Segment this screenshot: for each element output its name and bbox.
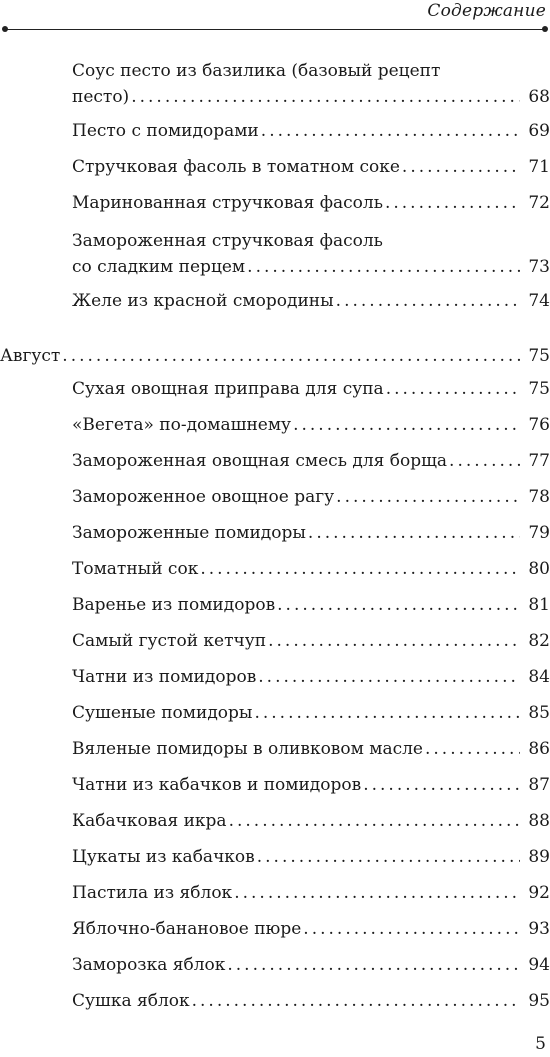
toc-entry-title: Замороженная овощная смесь для борща xyxy=(72,451,448,471)
dot-leader xyxy=(425,736,520,762)
toc-entry-row xyxy=(72,844,550,870)
toc-entry-row xyxy=(72,916,550,942)
toc-entry-row xyxy=(72,808,550,834)
toc-entry-title: «Вегета» по-домашнему xyxy=(72,415,292,435)
toc-entry-title: со сладким перцем xyxy=(72,257,246,277)
dot-leader xyxy=(254,700,520,726)
dot-leader xyxy=(336,288,520,314)
toc-entry-page: 73 xyxy=(528,257,550,277)
toc-entry-page: 69 xyxy=(528,121,550,141)
dot-leader xyxy=(268,628,520,654)
toc-entry[interactable] xyxy=(72,772,550,798)
toc-entry-page: 89 xyxy=(528,847,550,867)
dot-leader xyxy=(277,592,520,618)
toc-entry[interactable] xyxy=(72,520,550,546)
toc-entry-page: 80 xyxy=(528,559,550,579)
toc-entry-page: 75 xyxy=(528,379,550,399)
toc-entry-title: Маринованная стручковая фасоль xyxy=(72,193,383,213)
toc-entry[interactable] xyxy=(72,412,550,438)
toc-entry-title: Замороженные помидоры xyxy=(72,523,306,543)
dot-leader xyxy=(62,343,520,369)
toc-entry-page: 86 xyxy=(528,739,550,759)
dot-leader xyxy=(229,808,520,834)
toc-entry-page: 74 xyxy=(528,291,550,311)
dot-leader xyxy=(449,448,520,474)
dot-leader xyxy=(258,664,520,690)
header-rule xyxy=(6,29,544,30)
toc-entry-title: Кабачковая икра xyxy=(72,811,227,831)
toc-entry-title: Вяленые помидоры в оливковом масле xyxy=(72,739,423,759)
toc-entry-row xyxy=(72,118,550,144)
toc-entry-title-line: Замороженная стручковая фасоль xyxy=(72,231,383,251)
toc-entry-page: 79 xyxy=(528,523,550,543)
toc-entry[interactable] xyxy=(72,700,550,726)
dot-leader xyxy=(336,484,520,510)
dot-leader xyxy=(308,520,520,546)
dot-leader xyxy=(402,154,520,180)
toc-entry-row xyxy=(72,628,550,654)
toc-entry-row xyxy=(72,700,550,726)
toc-entry-title: песто) xyxy=(72,87,130,107)
toc-entry-title: Пастила из яблок xyxy=(72,883,233,903)
toc-entry[interactable] xyxy=(72,58,550,110)
toc-entry-page: 78 xyxy=(528,487,550,507)
toc-entry[interactable] xyxy=(72,118,550,144)
toc-entry[interactable] xyxy=(72,988,550,1014)
toc-entry-page: 68 xyxy=(528,87,550,107)
dot-leader xyxy=(386,376,520,402)
dot-leader xyxy=(192,988,520,1014)
dot-leader xyxy=(131,84,520,110)
dot-leader xyxy=(261,118,520,144)
toc-entry-page: 93 xyxy=(528,919,550,939)
toc-entry-page: 94 xyxy=(528,955,550,975)
toc-entry-title: Сухая овощная приправа для супа xyxy=(72,379,384,399)
toc-entry-row xyxy=(72,520,550,546)
toc-entry-page: 88 xyxy=(528,811,550,831)
toc-entry-row xyxy=(72,592,550,618)
toc-entry-row xyxy=(72,952,550,978)
toc-entry-row xyxy=(72,288,550,314)
toc-entry-title: Замороженное овощное рагу xyxy=(72,487,335,507)
toc-entry-page: 95 xyxy=(528,991,550,1011)
dot-leader xyxy=(385,190,520,216)
toc-entry[interactable] xyxy=(72,376,550,402)
toc-entry[interactable] xyxy=(72,952,550,978)
dot-leader xyxy=(303,916,520,942)
toc-entry-row xyxy=(72,772,550,798)
toc-entry-page: 85 xyxy=(528,703,550,723)
toc-entry-title: Варенье из помидоров xyxy=(72,595,276,615)
toc-entry[interactable] xyxy=(72,448,550,474)
toc-entry[interactable] xyxy=(72,484,550,510)
toc-entry-page: 71 xyxy=(528,157,550,177)
toc-entry-title: Песто с помидорами xyxy=(72,121,259,141)
toc-entry-title-line: Соус песто из базилика (базовый рецепт xyxy=(72,61,441,81)
toc-entry[interactable] xyxy=(72,628,550,654)
toc-entry-title: Сушеные помидоры xyxy=(72,703,253,723)
toc-entry-title: Самый густой кетчуп xyxy=(72,631,267,651)
toc-entry[interactable] xyxy=(72,844,550,870)
toc-entry[interactable] xyxy=(72,556,550,582)
toc-entry-row xyxy=(72,448,550,474)
toc-entry-page: 81 xyxy=(528,595,550,615)
running-head-title: Содержание xyxy=(427,1,546,21)
dot-leader xyxy=(247,254,520,280)
toc-entry[interactable] xyxy=(72,190,550,216)
dot-leader xyxy=(234,880,520,906)
dot-leader xyxy=(363,772,520,798)
toc-entry-page: 92 xyxy=(528,883,550,903)
toc-entry-page: 75 xyxy=(528,346,550,366)
toc-entry[interactable] xyxy=(72,592,550,618)
toc-entry-title: Сушка яблок xyxy=(72,991,190,1011)
toc-entry[interactable] xyxy=(72,664,550,690)
toc-entry-title: Чатни из кабачков и помидоров xyxy=(72,775,362,795)
toc-entry-row xyxy=(72,376,550,402)
toc-entry-row xyxy=(72,484,550,510)
toc-entry-title: Томатный сок xyxy=(72,559,199,579)
toc-section-entry[interactable] xyxy=(0,343,550,369)
toc-entry[interactable] xyxy=(72,808,550,834)
toc-entry-title: Желе из красной смородины xyxy=(72,291,334,311)
toc-entry-title: Чатни из помидоров xyxy=(72,667,257,687)
header-rule-right-dot xyxy=(542,26,548,32)
toc-entry-title: Стручковая фасоль в томатном соке xyxy=(72,157,400,177)
dot-leader xyxy=(227,952,520,978)
toc-entry-title: Август xyxy=(0,346,61,366)
toc-entry-title: Заморозка яблок xyxy=(72,955,226,975)
toc-entry-page: 82 xyxy=(528,631,550,651)
toc-entry-row xyxy=(72,84,550,110)
toc-entry-page: 72 xyxy=(528,193,550,213)
toc-entry-row xyxy=(72,154,550,180)
toc-entry-row xyxy=(72,254,550,280)
toc-entry-row xyxy=(0,343,550,369)
toc-entry-row xyxy=(72,664,550,690)
toc-entry-title: Цукаты из кабачков xyxy=(72,847,255,867)
toc-entry-row xyxy=(72,736,550,762)
toc-entry-title: Яблочно-банановое пюре xyxy=(72,919,302,939)
toc-entry[interactable] xyxy=(72,736,550,762)
toc-entry-row xyxy=(72,988,550,1014)
toc-entry-row xyxy=(72,412,550,438)
toc-entry-page: 76 xyxy=(528,415,550,435)
dot-leader xyxy=(293,412,520,438)
toc-entry-row xyxy=(72,880,550,906)
toc-entry-page: 77 xyxy=(528,451,550,471)
toc-entry-page: 84 xyxy=(528,667,550,687)
dot-leader xyxy=(200,556,520,582)
toc-entry-page: 87 xyxy=(528,775,550,795)
dot-leader xyxy=(257,844,520,870)
toc-entry[interactable] xyxy=(72,228,550,280)
toc-entry-row xyxy=(72,190,550,216)
toc-entry[interactable] xyxy=(72,916,550,942)
page-number: 5 xyxy=(535,1034,546,1054)
toc-entry[interactable] xyxy=(72,288,550,314)
toc-entry[interactable] xyxy=(72,154,550,180)
toc-entry[interactable] xyxy=(72,880,550,906)
toc-entry-row xyxy=(72,556,550,582)
